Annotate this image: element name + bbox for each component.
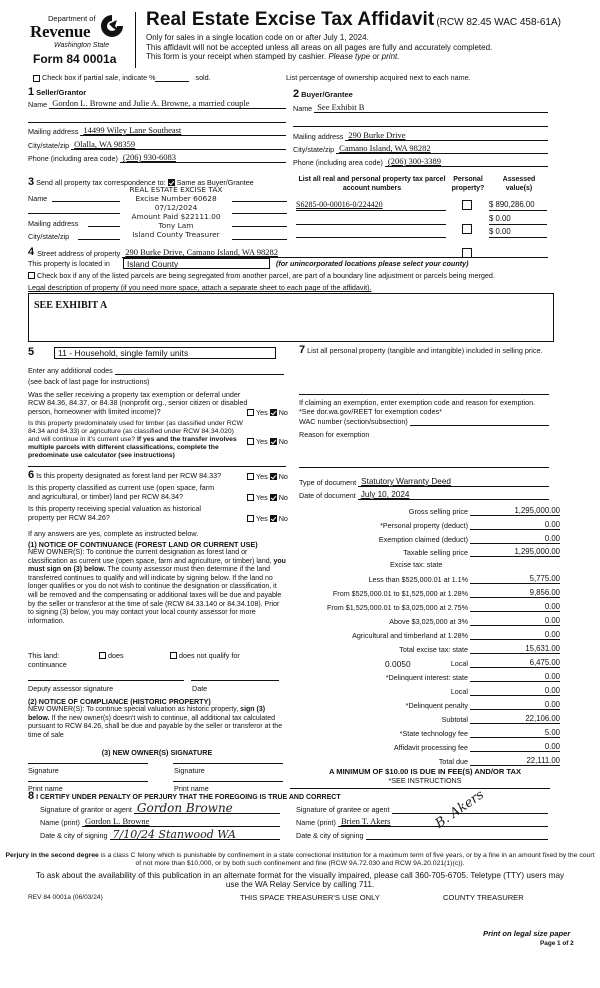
local-tax[interactable]: 6,475.00 bbox=[470, 658, 560, 668]
parcel-number-field[interactable] bbox=[296, 227, 446, 238]
grantee-signature-label: Signature of grantee or agent bbox=[296, 805, 390, 814]
seller-heading: Seller/Grantor bbox=[36, 88, 87, 97]
section-5-number: 5 bbox=[28, 346, 35, 358]
street-address-field[interactable]: 290 Burke Drive, Camano Island, WA 98282 bbox=[122, 248, 548, 258]
no-label: No bbox=[278, 437, 288, 446]
calc-row-penalty: *Delinquent penalty 0.00 bbox=[405, 700, 560, 710]
header-note-1: Only for sales in a single location code on or after July 1, 2024. bbox=[146, 33, 369, 42]
treasurer-use-label: THIS SPACE TREASURER'S USE ONLY bbox=[240, 893, 380, 902]
section-1-number: 1 bbox=[28, 86, 35, 98]
subtotal[interactable]: 22,106.00 bbox=[470, 714, 560, 724]
seller-phone-field[interactable]: (206) 930-6083 bbox=[120, 153, 286, 163]
local-rate[interactable]: 0.0050 bbox=[385, 659, 411, 669]
perjury-text: is a class C felony which is punishable by confinement in a state correctional institution for a maximum term of five years, or by a fine in an amount fixed by the court of not more than $10,000, or by both such confinement and fine (RCW 9A.72.030 and RCW 9A.20.021(1)(c)). bbox=[100, 852, 595, 868]
personal-property-checkbox[interactable] bbox=[462, 224, 472, 234]
correspondence-mail-field-right[interactable] bbox=[232, 226, 287, 227]
minimum-due-note: A MINIMUM OF $10.00 IS DUE IN FEE(S) AND/OR TAX bbox=[328, 767, 522, 776]
delinquent-interest-local[interactable]: 0.00 bbox=[470, 686, 560, 696]
header-note-3: This form is your receipt when stamped by cashier. bbox=[146, 52, 327, 61]
exemption-claimed[interactable]: 0.00 bbox=[470, 534, 560, 544]
no-label: No bbox=[278, 514, 288, 523]
document-type-label: Type of document bbox=[299, 478, 357, 487]
county-select[interactable]: Island County bbox=[123, 258, 270, 269]
legal-description-field[interactable] bbox=[28, 293, 554, 342]
grantor-date-label: Date & city of signing bbox=[40, 831, 108, 840]
parcel-number-field[interactable]: S6285-00-00016-0/224420 bbox=[296, 200, 446, 211]
seller-phone-label: Phone (including area code) bbox=[28, 154, 118, 163]
agency-name: Revenue bbox=[30, 22, 91, 41]
correspondence-name-label: Name bbox=[28, 194, 48, 203]
signature-label: Signature bbox=[174, 766, 205, 775]
title-reference: (RCW 82.45 WAC 458-61A) bbox=[436, 17, 561, 28]
exemption-reason-label: Reason for exemption bbox=[299, 430, 370, 439]
calc-row-total-state: Total excise tax: state 15,631.00 bbox=[399, 644, 560, 654]
personal-property-checkbox[interactable] bbox=[462, 200, 472, 210]
correspondence-name-field-right[interactable] bbox=[232, 201, 287, 202]
header-divider bbox=[135, 12, 136, 68]
print-name-label: Print name bbox=[174, 784, 209, 793]
continuance-heading: (1) NOTICE OF CONTINUANCE (FOREST LAND OR CURRENT USE) bbox=[28, 540, 258, 549]
calc-row-exemption: Exemption claimed (deduct) 0.00 bbox=[378, 534, 560, 544]
calc-row-subtotal: Subtotal 22,106.00 bbox=[441, 714, 560, 724]
correspondence-mail-field[interactable] bbox=[88, 226, 120, 227]
document-type-field[interactable]: Statutory Warranty Deed bbox=[358, 477, 549, 487]
dept-line: Department of bbox=[48, 14, 96, 23]
partial-sale-percent-field[interactable] bbox=[155, 74, 189, 82]
this-land-label: This land: bbox=[28, 651, 60, 660]
located-in-label: This property is located in bbox=[28, 259, 110, 268]
q2-yes-checkbox[interactable] bbox=[247, 438, 254, 445]
gross-selling-price[interactable]: 1,295,000.00 bbox=[470, 506, 560, 516]
continuance-text-a: NEW OWNER(S): To continue the current designation as forest land or classification as current use (open space, farm and agriculture, or timber) land, bbox=[28, 549, 272, 565]
forest-land-question: Is this property designated as forest land per RCW 84.33? bbox=[36, 471, 222, 480]
calc-row-tier3: From $1,525,000.01 to $3,025,000 at 2.75% 0.00 bbox=[326, 602, 560, 612]
section-3-number: 3 bbox=[28, 176, 35, 188]
calc-row-taxable: Taxable selling price 1,295,000.00 bbox=[403, 547, 560, 557]
treasurer-stamp: REAL ESTATE EXCISE TAX Excise Number 60628 07/12/2024 Amount Paid $22111.00 Tony Lam Island County Treasurer bbox=[129, 185, 223, 239]
same-as-buyer-label: Same as Buyer/Grantee bbox=[176, 178, 254, 187]
agricultural-tax[interactable]: 0.00 bbox=[470, 630, 560, 640]
buyer-city-label: City/state/zip bbox=[293, 145, 335, 154]
correspondence-line-2[interactable] bbox=[28, 213, 120, 214]
exemption-question: Was the seller receiving a property tax exemption or deferral under RCW 84.36, 84.37, or 84.38 (nonprofit org., senior citizen or disabled person, homeowner with limited income)? bbox=[28, 390, 248, 416]
calc-row-gross: Gross selling price 1,295,000.00 bbox=[408, 506, 560, 516]
excise-tax-state-label: Excise tax: state bbox=[390, 560, 443, 569]
wac-field[interactable] bbox=[410, 419, 549, 426]
partial-sale-sold: sold. bbox=[195, 73, 211, 82]
calc-row-local: Local 6,475.00 bbox=[450, 658, 560, 668]
assessed-value-field[interactable]: $ 890,286.00 bbox=[489, 200, 547, 211]
yes-answers-note: If any answers are yes, complete as instructed below. bbox=[28, 529, 199, 538]
calc-row-delinquent-state: *Delinquent interest: state 0.00 bbox=[385, 672, 560, 682]
buyer-name-line-2[interactable] bbox=[293, 126, 548, 127]
perjury-bold: Perjury in the second degree bbox=[5, 852, 99, 859]
partial-sale-checkbox[interactable] bbox=[33, 75, 40, 82]
agency-logo bbox=[30, 12, 142, 68]
calc-bottom-divider bbox=[290, 788, 550, 789]
compliance-heading: (2) NOTICE OF COMPLIANCE (HISTORIC PROPERTY) bbox=[28, 697, 211, 706]
section-4-number: 4 bbox=[28, 246, 35, 258]
calc-row-tier1: Less than $525,000.01 at 1.1% 5,775.00 bbox=[368, 574, 560, 584]
compliance-text-bold: sign (3) below. bbox=[28, 706, 266, 722]
calc-row-personal: *Personal property (deduct) 0.00 bbox=[380, 520, 560, 530]
state-line: Washington State bbox=[54, 42, 110, 49]
alt-format-note: To ask about the availability of this publication in an alternate format for the visually impaired, please call 360-705-6705. Teletype (TTY) users may use the WA Relay Service by calling 711. bbox=[35, 871, 565, 889]
grantor-date-field[interactable]: 7/10/24 Stanwood WA bbox=[110, 830, 280, 840]
street-address-label: Street address of property bbox=[37, 249, 121, 258]
forest-yes-checkbox[interactable] bbox=[247, 473, 254, 480]
grantee-name-label: Name (print) bbox=[296, 818, 336, 827]
parcel-number-field[interactable] bbox=[296, 214, 446, 225]
forest-no-checkbox[interactable] bbox=[270, 473, 277, 480]
grantor-signature-label: Signature of grantor or agent bbox=[40, 805, 132, 814]
buyer-city-field[interactable]: Camano Island, WA 98282 bbox=[336, 144, 548, 154]
grantee-date-field[interactable] bbox=[366, 830, 548, 840]
section-2-number: 2 bbox=[293, 88, 300, 100]
exemption-note: If claiming an exemption, enter exemption code and reason for exemption. *See dor.wa.gov/REET for exemption codes* bbox=[299, 398, 536, 416]
delinquent-penalty[interactable]: 0.00 bbox=[470, 700, 560, 710]
seller-city-field[interactable]: Olalla, WA 98359 bbox=[71, 140, 286, 150]
no-label: No bbox=[278, 472, 288, 481]
certify-statement: I CERTIFY UNDER PENALTY OF PERJURY THAT THE FOREGOING IS TRUE AND CORRECT bbox=[36, 794, 341, 801]
deputy-signature-label: Deputy assessor signature bbox=[28, 684, 114, 693]
grantor-name-field[interactable]: Gordon L. Browne bbox=[82, 817, 280, 827]
seller-name-label: Name bbox=[28, 100, 48, 109]
calc-row-processing-fee: Affidavit processing fee 0.00 bbox=[393, 742, 560, 752]
personal-property-field[interactable] bbox=[299, 394, 549, 395]
signature-label: Signature bbox=[28, 766, 59, 775]
buyer-name-label: Name bbox=[293, 104, 313, 113]
calc-row-tier2: From $525,000.01 to $1,525,000 at 1.28% 9,856.00 bbox=[332, 588, 560, 598]
current-use-no-checkbox[interactable] bbox=[270, 494, 277, 501]
buyer-name-field[interactable]: See Exhibit B bbox=[314, 103, 548, 113]
land-use-code-select[interactable]: 11 - Household, single family units bbox=[54, 347, 276, 359]
calc-row-delinquent-local: Local 0.00 bbox=[450, 686, 560, 696]
new-owner-signature-1[interactable] bbox=[28, 763, 148, 764]
grantee-date-label: Date & city of signing bbox=[296, 831, 364, 840]
legal-description-label: Legal description of property (if you need more space, attach a separate sheet to each page of the affidavit). bbox=[28, 283, 372, 292]
q2-no-checkbox[interactable] bbox=[270, 438, 277, 445]
county-treasurer-label: COUNTY TREASURER bbox=[443, 893, 524, 902]
header-note-type: Please type or print. bbox=[328, 52, 400, 61]
calc-row-total-due: Total due 22,111.00 bbox=[438, 756, 560, 766]
tier-1-tax[interactable]: 5,775.00 bbox=[470, 574, 560, 584]
q1-yes-checkbox[interactable] bbox=[247, 409, 254, 416]
yes-label: Yes bbox=[256, 514, 268, 523]
correspondence-city-label: City/state/zip bbox=[28, 232, 70, 241]
correspondence-city-field-right[interactable] bbox=[232, 239, 287, 240]
correspondence-mail-label: Mailing address bbox=[28, 219, 79, 228]
affidavit-processing-fee[interactable]: 0.00 bbox=[470, 742, 560, 752]
timber-question: Is this property predominately used for timber (as classified under RCW 84.34 and 84.33) or agriculture (as classified under RCW 84.34.020) and will continue in it's current use? bbox=[28, 420, 243, 444]
total-due[interactable]: 22,111.00 bbox=[470, 756, 560, 766]
total-state-tax[interactable]: 15,631.00 bbox=[470, 644, 560, 654]
seller-name-line-2[interactable] bbox=[28, 122, 286, 123]
taxable-selling-price[interactable]: 1,295,000.00 bbox=[470, 547, 560, 557]
correspondence-name-field[interactable] bbox=[52, 201, 120, 202]
land-does-checkbox[interactable] bbox=[99, 652, 106, 659]
additional-codes-label: Enter any additional codes bbox=[28, 366, 113, 375]
deputy-signature-field[interactable] bbox=[28, 680, 184, 681]
exemption-reason-field[interactable] bbox=[299, 467, 549, 468]
land-does-not-checkbox[interactable] bbox=[170, 652, 177, 659]
assessed-col-header: Assessed value(s) bbox=[502, 176, 536, 192]
seller-mail-field[interactable]: 14499 Wiley Lane Southeast bbox=[80, 126, 286, 136]
grantor-signature-field[interactable]: Gordon Browne bbox=[134, 804, 280, 814]
current-use-yes-checkbox[interactable] bbox=[247, 494, 254, 501]
no-label: No bbox=[278, 408, 288, 417]
state-technology-fee[interactable]: 5.00 bbox=[470, 728, 560, 738]
document-date-label: Date of document bbox=[299, 491, 356, 500]
page-number: Page 1 of 2 bbox=[540, 940, 574, 947]
correspondence-city-field[interactable] bbox=[78, 239, 120, 240]
q1-no-checkbox[interactable] bbox=[270, 409, 277, 416]
buyer-mail-field[interactable]: 290 Burke Drive bbox=[345, 131, 548, 141]
continuance-text-bold: you must sign on (3) below. bbox=[28, 557, 286, 574]
yes-label: Yes bbox=[256, 493, 268, 502]
section-8-number: 8 bbox=[28, 790, 35, 802]
ownership-note: List percentage of ownership acquired next to each name. bbox=[286, 73, 471, 82]
yes-label: Yes bbox=[256, 472, 268, 481]
calc-row-tech-fee: *State technology fee 5.00 bbox=[399, 728, 560, 738]
new-owner-print-name-1[interactable] bbox=[28, 781, 148, 782]
see-instructions-note: *SEE INSTRUCTIONS bbox=[388, 776, 462, 785]
header-note-2: This affidavit will not be accepted unless all areas on all pages are fully and accurately completed. bbox=[146, 42, 493, 52]
additional-codes-field[interactable] bbox=[115, 368, 284, 375]
wac-label: WAC number (section/subsection) bbox=[299, 417, 408, 426]
grantee-signature-field[interactable]: B. Akers bbox=[392, 804, 548, 814]
correspondence-label: Send all property tax correspondence to: bbox=[36, 178, 166, 187]
historical-no-checkbox[interactable] bbox=[270, 515, 277, 522]
buyer-mail-label: Mailing address bbox=[293, 132, 344, 141]
new-owner-signature-heading: (3) NEW OWNER(S) SIGNATURE bbox=[101, 748, 213, 757]
seller-name-field[interactable]: Gordon L. Browne and Julie A. Browne, a married couple bbox=[49, 99, 286, 109]
grantor-name-label: Name (print) bbox=[40, 818, 80, 827]
historical-yes-checkbox[interactable] bbox=[247, 515, 254, 522]
new-owner-print-name-2[interactable] bbox=[173, 781, 283, 782]
no-label: No bbox=[278, 493, 288, 502]
grantee-name-field[interactable]: Brien T. Akers bbox=[338, 817, 548, 827]
document-date-field[interactable]: July 10, 2024 bbox=[358, 490, 549, 500]
current-use-question: Is this property classified as current use (open space, farm and agricultural, or timber) land per RCW 84.34? bbox=[28, 483, 215, 501]
additional-codes-note: (see back of last page for instructions) bbox=[28, 377, 150, 386]
county-note: (for unincorporated locations please select your county) bbox=[276, 259, 469, 268]
tier-3-tax[interactable]: 0.00 bbox=[470, 602, 560, 612]
tier-2-tax[interactable]: 9,856.00 bbox=[470, 588, 560, 598]
print-legal-note: Print on legal size paper bbox=[483, 929, 571, 938]
partial-sale-label: Check box if partial sale, indicate % bbox=[42, 73, 156, 82]
section-6-number: 6 bbox=[28, 469, 35, 481]
buyer-phone-label: Phone (including area code) bbox=[293, 158, 383, 167]
form-number: Form 84 0001a bbox=[33, 52, 117, 66]
page-title: Real Estate Excise Tax Affidavit bbox=[146, 9, 435, 30]
yes-label: Yes bbox=[256, 437, 268, 446]
section-7-number: 7 bbox=[299, 344, 306, 356]
parcel-col-header: List all real and personal property tax parcel account numbers bbox=[298, 176, 446, 192]
personal-property-label: List all personal property (tangible and intangible) included in selling price. bbox=[307, 346, 543, 355]
does-label: does bbox=[108, 651, 124, 660]
assessed-value-field[interactable]: $ 0.00 bbox=[489, 214, 547, 225]
segregate-checkbox[interactable] bbox=[28, 272, 35, 279]
calc-row-agricultural: Agricultural and timberland at 1.28% 0.00 bbox=[352, 630, 560, 640]
personal-property-deduct[interactable]: 0.00 bbox=[470, 520, 560, 530]
timber-question-note: If yes and the transfer involves multiple parcels with different classifications, complete the predominate use calculator (see instructions) bbox=[28, 436, 237, 460]
deputy-date-label: Date bbox=[192, 684, 208, 693]
continuance-text-c: The county assessor must then determine if the land transferred continues to qualify and will indicate by signing below. If the land no longer qualifies or you do not wish to continue the designation or classification, it will be removed and the compensating or additional taxes will be due and payable by the seller or transferor at the time of sale (RCW 84.33.140 or 84.34.108). Prior to signing (3) below, you may contact your local county assessor for more information. bbox=[28, 566, 282, 625]
compliance-text-a: NEW OWNER(S): To continue special valuation as historic property, bbox=[28, 706, 239, 713]
continuance-label: continuance bbox=[28, 660, 67, 669]
seller-city-label: City/state/zip bbox=[28, 141, 70, 150]
assessed-value-field[interactable]: $ 0.00 bbox=[489, 227, 547, 238]
seller-mail-label: Mailing address bbox=[28, 127, 79, 136]
section-5-divider bbox=[28, 466, 286, 467]
buyer-phone-field[interactable]: (206) 300-3389 bbox=[385, 157, 548, 167]
legal-description-value: SEE EXHIBIT A bbox=[34, 300, 108, 311]
calc-row-tier4: Above $3,025,000 at 3% 0.00 bbox=[389, 616, 560, 626]
tier-4-tax[interactable]: 0.00 bbox=[470, 616, 560, 626]
delinquent-interest-state[interactable]: 0.00 bbox=[470, 672, 560, 682]
deputy-date-field[interactable] bbox=[191, 680, 279, 681]
buyer-heading: Buyer/Grantee bbox=[301, 90, 353, 99]
segregate-label: Check box if any of the listed parcels are being segregated from another parcel, are part of a boundary line adjustment or parcels being merged. bbox=[37, 271, 495, 280]
revenue-logo-icon bbox=[100, 14, 124, 38]
historical-question: Is this property receiving special valuation as historical property per RCW 84.26? bbox=[28, 504, 201, 522]
personal-col-header: Personal property? bbox=[451, 176, 485, 192]
does-not-label: does not qualify for bbox=[179, 651, 240, 660]
new-owner-signature-2[interactable] bbox=[173, 763, 283, 764]
correspondence-line-2-right[interactable] bbox=[232, 213, 287, 214]
yes-label: Yes bbox=[256, 408, 268, 417]
compliance-text-c: If the new owner(s) doesn't wish to continue, all additional tax calculated pursuant to RCW 84.26, shall be due and payable by the seller or transferor at the time of sale bbox=[28, 714, 283, 739]
revision-code: REV 84 0001a (06/03/24) bbox=[28, 894, 103, 901]
print-name-label: Print name bbox=[28, 784, 63, 793]
